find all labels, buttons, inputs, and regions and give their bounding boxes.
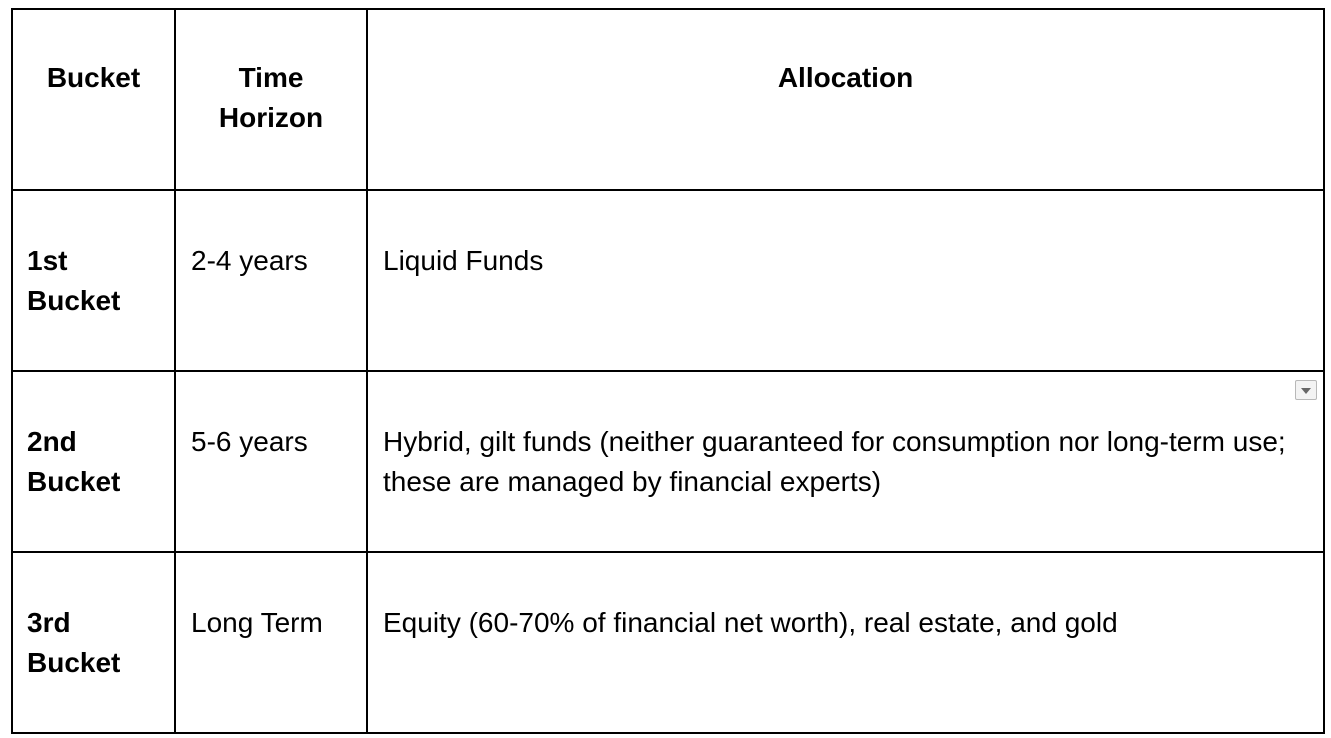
horizon-value: Long Term [191, 606, 323, 638]
header-allocation: Allocation [367, 9, 1324, 190]
horizon-value: 5-6 years [191, 425, 308, 457]
horizon-value: 2-4 years [191, 244, 308, 276]
allocation-table [11, 8, 1325, 734]
allocation-cell [367, 190, 1324, 371]
bucket-label: 2nd Bucket [27, 425, 121, 497]
bucket-cell [12, 190, 175, 371]
horizon-cell [175, 552, 367, 733]
horizon-cell [175, 190, 367, 371]
bucket-cell [12, 371, 175, 552]
allocation-value: Equity (60-70% of financial net worth), real estate, and gold [383, 606, 1118, 638]
bucket-cell [12, 552, 175, 733]
table-header-row [12, 9, 1324, 190]
allocation-cell[interactable] [367, 371, 1324, 552]
bucket-label: 3rd Bucket [27, 606, 121, 678]
table-row [12, 190, 1324, 371]
bucket-label: 1st Bucket [27, 244, 121, 316]
header-time-horizon: Time Horizon [175, 9, 367, 190]
allocation-cell [367, 552, 1324, 733]
horizon-cell [175, 371, 367, 552]
chevron-down-icon[interactable] [1295, 380, 1317, 400]
table-row [12, 552, 1324, 733]
allocation-value: Hybrid, gilt funds (neither guaranteed for consumption nor long-term use; these are managed by financial experts) [383, 425, 1286, 497]
header-bucket: Bucket [12, 9, 175, 190]
table-row [12, 371, 1324, 552]
allocation-value: Liquid Funds [383, 244, 544, 276]
